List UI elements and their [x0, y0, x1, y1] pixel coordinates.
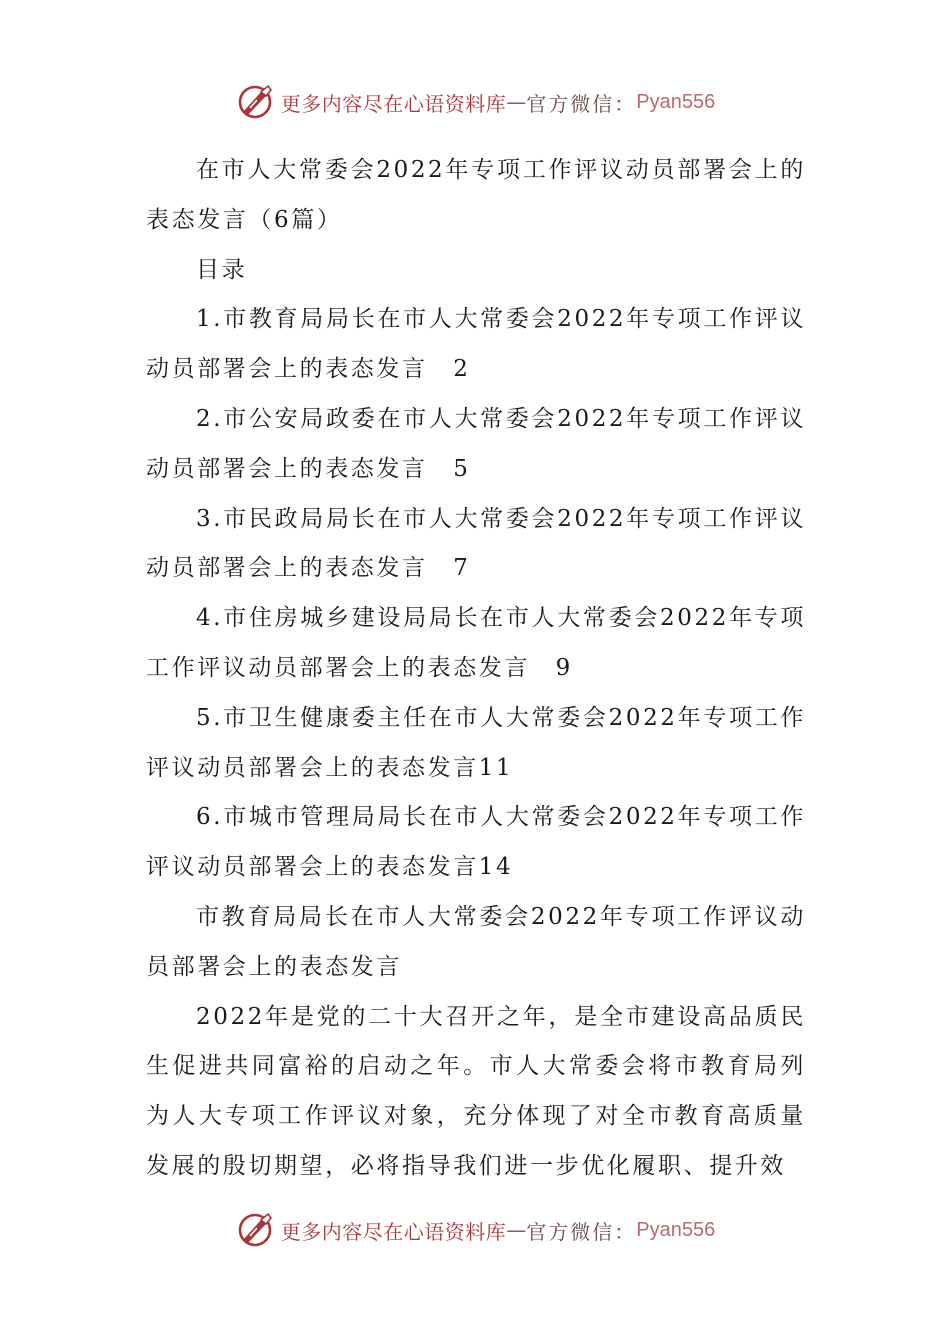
banner-main-text: 更多内容尽在心语资料库: [280, 91, 507, 116]
header-watermark-banner: [0, 80, 950, 124]
toc-item-6[interactable]: 6.市城市管理局局长在市人大常委会2022年专项工作评议动员部署会上的表态发言14: [146, 804, 806, 881]
pen-nib-circle-icon: [235, 82, 275, 122]
pen-nib-circle-icon: [235, 1210, 275, 1250]
banner-wechat-label: 官方微信：: [526, 1219, 637, 1244]
toc-item-5[interactable]: 5.市卫生健康委主任在市人大常委会2022年专项工作评议动员部署会上的表态发言11: [146, 704, 806, 781]
banner-main-text: 更多内容尽在心语资料库: [280, 1219, 507, 1244]
banner-wechat-id: Pyan556: [636, 90, 716, 113]
banner-dash: —: [506, 1218, 527, 1242]
section-title: 市教育局局长在市人大常委会2022年专项工作评议动员部署会上的表态发言: [146, 903, 806, 980]
toc-item-4[interactable]: 4.市住房城乡建设局局长在市人大常委会2022年专项工作评议动员部署会上的表态发言 9: [146, 605, 806, 681]
footer-watermark-banner: [0, 1208, 950, 1252]
toc-item-3[interactable]: 3.市民政局局长在市人大常委会2022年专项工作评议动员部署会上的表态发言 7: [146, 505, 806, 582]
body-paragraph: 2022年是党的二十大召开之年，是全市建设高品质民生促进共同富裕的启动之年。市人大常委会将市教育局列为人大专项工作评议对象，充分体现了对全市教育高质量发展的殷切期望，必将指导我们进一步优化履职、提升效: [146, 1003, 806, 1179]
toc-heading: 目录: [196, 256, 248, 283]
toc-item-1[interactable]: 1.市教育局局长在市人大常委会2022年专项工作评议动员部署会上的表态发言 2: [146, 306, 806, 383]
document-body: [146, 146, 806, 1192]
document-title: 在市人大常委会2022年专项工作评议动员部署会上的表态发言（6篇）: [146, 157, 806, 233]
banner-wechat-label: 官方微信：: [526, 91, 637, 116]
toc-item-2[interactable]: 2.市公安局政委在市人大常委会2022年专项工作评议动员部署会上的表态发言 5: [146, 405, 806, 482]
banner-wechat-id: Pyan556: [636, 1218, 716, 1241]
banner-dash: —: [506, 90, 527, 114]
